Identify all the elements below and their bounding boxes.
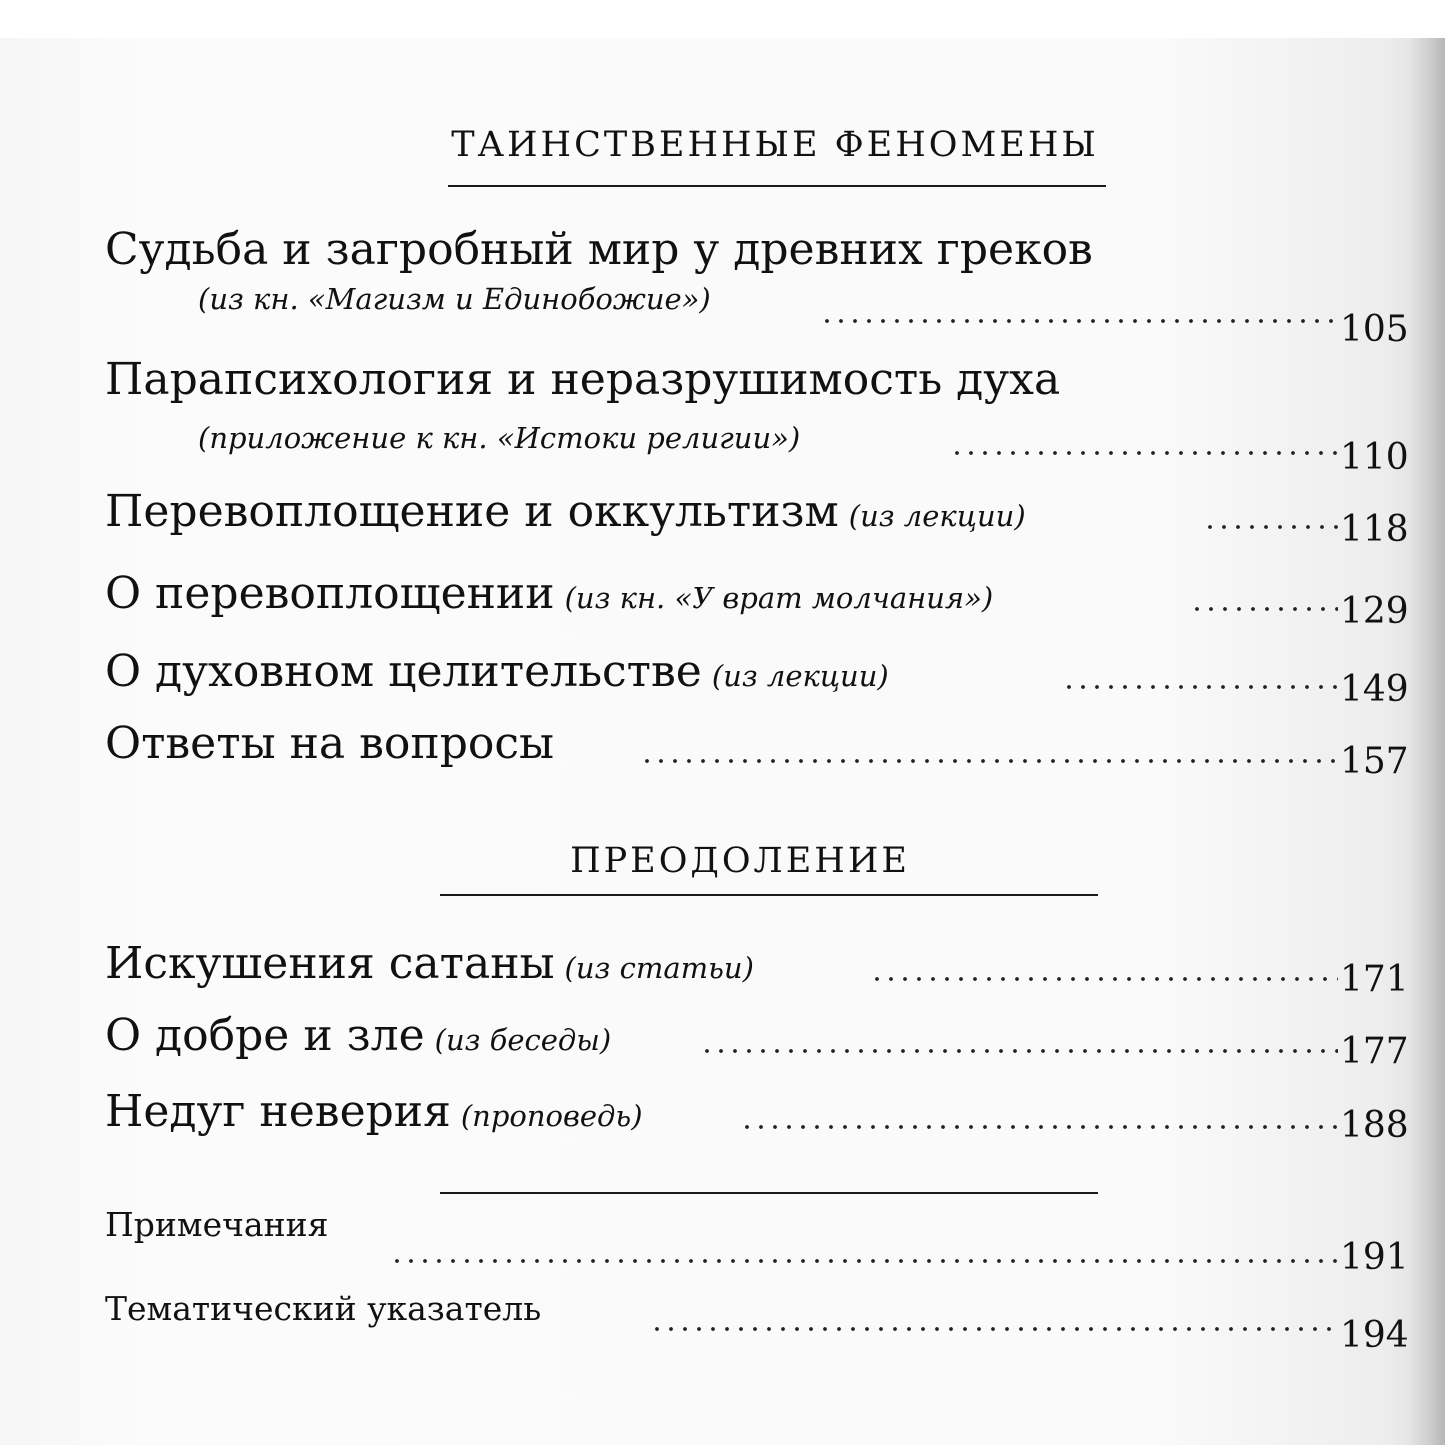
- page-edge-shadow: [1409, 38, 1445, 1445]
- leader-dots: [740, 1124, 1338, 1130]
- section-rule: [440, 894, 1098, 896]
- toc-entry-note: (из беседы): [434, 1023, 612, 1057]
- leader-dots: [390, 1258, 1338, 1264]
- toc-entry-title: Недуг неверия: [105, 1086, 451, 1137]
- toc-entry-note: (проповедь): [460, 1099, 643, 1133]
- toc-entry-title: Судьба и загробный мир у древних греков: [105, 224, 1093, 275]
- toc-page-number: 171: [1340, 959, 1409, 1000]
- toc-entry-title: О перевоплощении: [105, 568, 555, 619]
- toc-page-number: 191: [1340, 1237, 1409, 1278]
- leader-dots: [1190, 606, 1338, 612]
- toc-entry-note: (из лекции): [711, 659, 889, 693]
- toc-page-number: 177: [1340, 1031, 1409, 1072]
- toc-entry-note: (из кн. «У врат молчания»): [564, 581, 994, 615]
- leader-dots: [950, 450, 1338, 456]
- leader-dots: [820, 318, 1338, 324]
- toc-entry-title: Ответы на вопросы: [105, 718, 555, 769]
- toc-page-number: 105: [1340, 309, 1409, 350]
- leader-dots: [650, 1326, 1338, 1332]
- toc-entry-title: Парапсихология и неразрушимость духа: [105, 354, 1061, 405]
- toc-entry-title: О духовном целительстве: [105, 646, 702, 697]
- toc-entry-note: (из статьи): [564, 951, 754, 985]
- section-rule: [448, 185, 1106, 187]
- toc-entry-note: (приложение к кн. «Истоки религии»): [198, 421, 801, 455]
- toc-page-number: 110: [1340, 437, 1409, 478]
- toc-entry-title: Тематический указатель: [105, 1289, 542, 1328]
- section-title: ТАИНСТВЕННЫЕ ФЕНОМЕНЫ: [451, 125, 1099, 165]
- toc-page-number: 149: [1340, 669, 1409, 710]
- toc-page-number: 129: [1340, 591, 1409, 632]
- toc-entry-row: [105, 1010, 612, 1061]
- leader-dots: [700, 1048, 1338, 1054]
- toc-entry-row: [105, 486, 1026, 537]
- toc-entry-note: (из кн. «Магизм и Единобожие»): [198, 282, 711, 316]
- toc-page-number: 188: [1340, 1105, 1409, 1146]
- leader-dots: [1062, 684, 1338, 690]
- toc-entry-title: О добре и зле: [105, 1010, 425, 1061]
- toc-entry-row: [105, 938, 754, 989]
- toc-entry-row: [105, 1086, 643, 1137]
- section-title: ПРЕОДОЛЕНИЕ: [570, 841, 910, 881]
- section-rule: [440, 1192, 1098, 1194]
- toc-entry-title: Примечания: [105, 1205, 329, 1244]
- leader-dots: [640, 758, 1338, 764]
- toc-entry-title: Искушения сатаны: [105, 938, 555, 989]
- toc-page-number: 118: [1340, 509, 1409, 550]
- toc-page-number: 194: [1340, 1315, 1409, 1356]
- leader-dots: [870, 976, 1338, 982]
- toc-entry-note: (из лекции): [848, 499, 1026, 533]
- toc-entry-title: Перевоплощение и оккультизм: [105, 486, 839, 537]
- toc-entry-row: [105, 646, 889, 697]
- toc-entry-row: [105, 568, 994, 619]
- toc-page-number: 157: [1340, 741, 1409, 782]
- leader-dots: [1203, 524, 1338, 530]
